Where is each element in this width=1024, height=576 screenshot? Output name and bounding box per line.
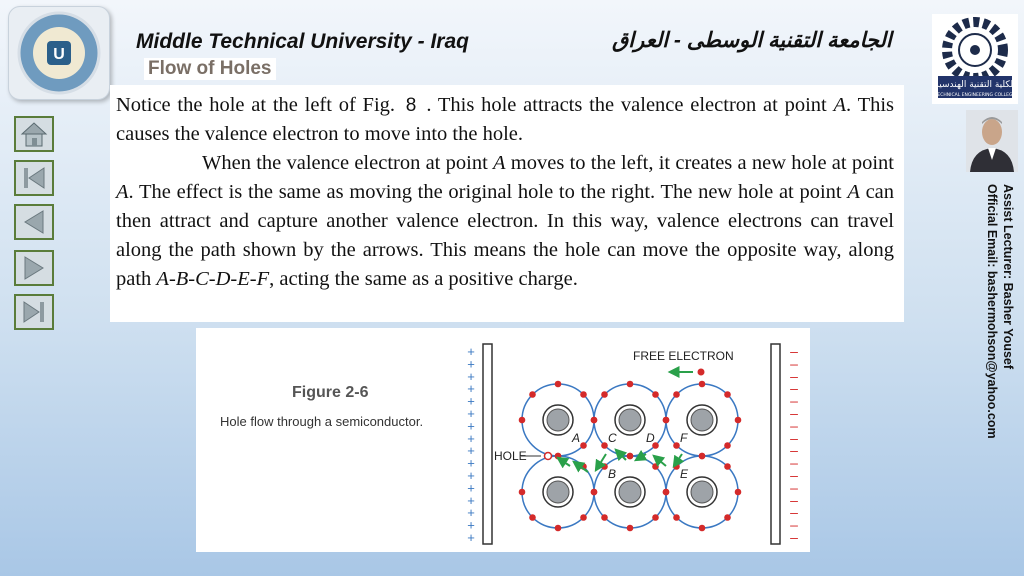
author-email: Official Email: bashermohson@yahoo.com <box>985 184 999 439</box>
valence-electron <box>580 442 587 449</box>
point-a-4: A <box>847 181 860 203</box>
minus-sign: – <box>790 355 798 372</box>
minus-sign: – <box>790 380 798 397</box>
author-info <box>980 184 1016 439</box>
next-slide-button[interactable] <box>14 250 54 286</box>
valence-electron <box>663 417 670 424</box>
label-d: D <box>646 431 655 445</box>
valence-electron <box>555 381 562 388</box>
valence-electron <box>591 417 598 424</box>
free-electron <box>698 369 705 376</box>
point-a-2: A <box>493 152 506 174</box>
plus-sign: + <box>467 344 475 359</box>
plus-sign: + <box>467 406 475 421</box>
label-a: A <box>572 431 581 445</box>
minus-sign: – <box>790 392 798 409</box>
positive-charges <box>467 344 475 545</box>
left-plate <box>483 344 492 544</box>
figure-panel <box>196 328 810 552</box>
right-plate <box>771 344 780 544</box>
first-slide-icon <box>16 162 52 194</box>
minus-sign: – <box>790 504 798 521</box>
college-name-ar: الكلية التقنية الهندسية <box>934 80 1016 90</box>
home-button[interactable] <box>14 116 54 152</box>
hole-marker <box>545 453 552 460</box>
author-name: Assist Lecturer: Basher Yousef <box>1001 184 1015 370</box>
first-slide-button[interactable] <box>14 160 54 196</box>
slide-subtitle: Flow of Holes <box>144 58 276 80</box>
p2-a: When the valence electron at point <box>202 152 488 174</box>
label-f: F <box>680 431 688 445</box>
minus-sign: – <box>790 367 798 384</box>
valence-electron <box>724 514 731 521</box>
valence-electron <box>601 463 608 470</box>
valence-electron <box>580 391 587 398</box>
college-logo <box>932 14 1018 104</box>
paragraph-1 <box>116 91 894 149</box>
previous-slide-button[interactable] <box>14 204 54 240</box>
plus-sign: + <box>467 368 475 384</box>
valence-electron <box>724 463 731 470</box>
valence-electron <box>529 391 536 398</box>
author-photo <box>966 110 1018 172</box>
point-a-3: A <box>116 181 129 203</box>
minus-sign: – <box>790 516 798 533</box>
valence-electron <box>652 463 659 470</box>
valence-electron <box>555 525 562 532</box>
valence-electron <box>699 381 706 388</box>
plus-sign: + <box>467 455 475 471</box>
minus-sign: – <box>790 429 798 446</box>
figure-title: Figure 2-6 <box>292 384 369 401</box>
p2-c: . The effect is the same as moving the original hole to the right. The new hole at point <box>128 181 842 203</box>
valence-electron <box>699 453 706 460</box>
plus-sign: + <box>467 443 475 459</box>
plus-sign: + <box>467 530 475 545</box>
university-logo <box>8 6 110 100</box>
valence-electron <box>519 489 526 496</box>
university-title-ar: الجامعة التقنية الوسطى - العراق <box>612 29 892 52</box>
valence-electron <box>580 514 587 521</box>
valence-electron <box>627 453 634 460</box>
atom-nucleus <box>691 409 713 431</box>
university-title-en: Middle Technical University - Iraq <box>136 30 469 53</box>
plus-sign: + <box>467 468 475 483</box>
last-slide-button[interactable] <box>14 294 54 330</box>
valence-electron <box>673 391 680 398</box>
next-slide-icon <box>16 252 52 284</box>
valence-electron <box>663 489 670 496</box>
paragraph-2 <box>116 149 894 294</box>
valence-electron <box>601 442 608 449</box>
valence-electron <box>529 514 536 521</box>
plus-sign: + <box>467 480 475 496</box>
p1-c: . This causes the valence electron to move into the hole. <box>116 94 895 145</box>
minus-sign: – <box>790 467 798 483</box>
negative-charges <box>790 343 798 545</box>
valence-electron <box>591 489 598 496</box>
point-a: A <box>833 94 847 116</box>
atom-nucleus <box>619 409 641 431</box>
valence-electron <box>519 417 526 424</box>
p2-e: , acting the same as a positive charge. <box>269 268 578 290</box>
valence-electron <box>601 391 608 398</box>
hole-label: HOLE <box>494 449 527 463</box>
minus-sign: – <box>790 417 798 434</box>
valence-electron <box>673 442 680 449</box>
valence-electron <box>735 489 742 496</box>
p2-b: moves to the left, it creates a new hole at point <box>510 152 894 174</box>
valence-electron <box>627 381 634 388</box>
plus-sign: + <box>467 517 475 533</box>
valence-electron <box>673 514 680 521</box>
plus-sign: + <box>467 393 475 409</box>
plus-sign: + <box>467 356 475 372</box>
free-electron-label: FREE ELECTRON <box>633 349 734 363</box>
label-c: C <box>608 431 617 445</box>
valence-electron <box>735 417 742 424</box>
atom-nucleus <box>547 481 569 503</box>
hole-flow-diagram <box>196 328 810 552</box>
valence-electron <box>724 442 731 449</box>
label-b: B <box>608 467 617 481</box>
previous-slide-icon <box>16 206 52 238</box>
minus-sign: – <box>790 479 798 496</box>
figure-caption: Hole flow through a semiconductor. <box>220 414 424 429</box>
minus-sign: – <box>790 442 798 459</box>
minus-sign: – <box>790 454 798 471</box>
atom-nucleus <box>547 409 569 431</box>
valence-electron <box>724 391 731 398</box>
label-e: E <box>680 467 689 481</box>
valence-electron <box>652 391 659 398</box>
body-text-panel <box>110 85 904 322</box>
plus-sign: + <box>467 492 475 508</box>
plus-sign: + <box>467 381 475 397</box>
minus-sign: – <box>790 529 798 545</box>
p2-d: can then attract and capture another valence electron. In this way, valence electrons can travel along the path shown by the arrows. This means the hole can move the opposite way, along path <box>116 181 895 290</box>
home-icon <box>16 118 52 150</box>
valence-electron <box>627 525 634 532</box>
p1-b: . This hole attracts the valence electron at point <box>426 94 827 116</box>
atom-nucleus <box>691 481 713 503</box>
plus-sign: + <box>467 418 475 434</box>
figure-number: 8 <box>405 95 417 116</box>
minus-sign: – <box>790 343 798 359</box>
minus-sign: – <box>790 491 798 508</box>
atom-nucleus <box>619 481 641 503</box>
p1-a: Notice the hole at the left of Fig. <box>116 94 396 116</box>
valence-electron <box>699 525 706 532</box>
plus-sign: + <box>467 505 475 521</box>
minus-sign: – <box>790 405 798 421</box>
hole-path: A-B-C-D-E-F <box>156 268 270 290</box>
valence-electron <box>601 514 608 521</box>
plus-sign: + <box>467 430 475 446</box>
svg-text:U: U <box>53 46 65 63</box>
valence-electron <box>652 514 659 521</box>
college-name-en: TECHNICAL ENGINEERING COLLEGE <box>934 93 1016 98</box>
last-slide-icon <box>16 296 52 328</box>
